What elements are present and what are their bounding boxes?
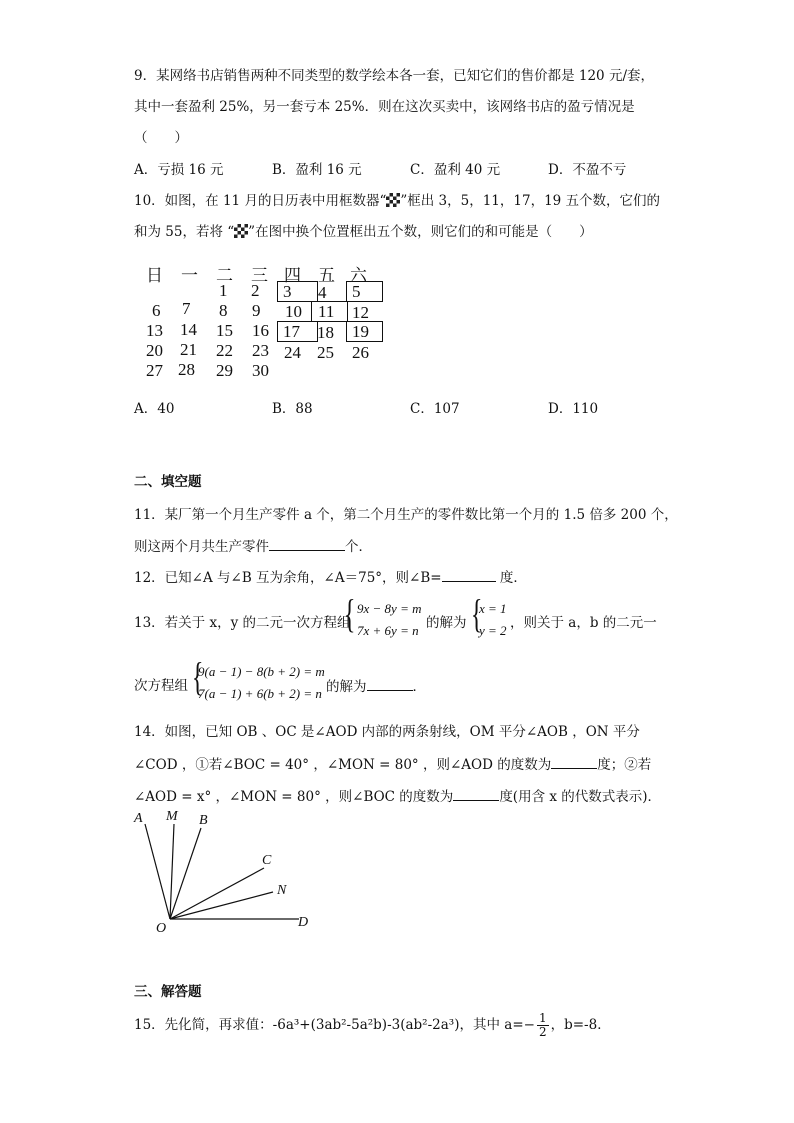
- calendar-day: 29: [216, 361, 233, 380]
- calendar-day: 2: [251, 281, 260, 300]
- calendar-header-tue: 二: [216, 266, 233, 285]
- q11-line2: [134, 536, 372, 557]
- q13-solution-y: y = 2: [479, 623, 507, 638]
- q12-line: [134, 567, 527, 588]
- calendar-day: 25: [317, 343, 334, 362]
- q10-option-c[interactable]: C．107: [410, 401, 460, 417]
- q15-text-end: ，b=-8．: [550, 1017, 611, 1033]
- calendar-header-sat: 六: [350, 266, 367, 285]
- calendar-day: 16: [252, 321, 269, 340]
- calendar-day: 30: [252, 361, 269, 380]
- calendar-header-sun: 日: [146, 266, 163, 285]
- label-d: D: [298, 915, 309, 930]
- q13-text-d: 次方程组: [134, 678, 188, 694]
- section-solve-title: 三、解答题: [134, 984, 202, 1000]
- calendar-day: 10: [285, 302, 302, 321]
- q13-answer-blank[interactable]: [367, 676, 413, 691]
- q14-line3-end: 度(用含 x 的代数式表示)．: [499, 789, 662, 805]
- q14-answer-blank-2[interactable]: [453, 786, 499, 801]
- q11-line2-start: 则这两个月共生产零件: [134, 539, 269, 555]
- q10-line2: [134, 222, 593, 242]
- ray-oc: [170, 868, 264, 919]
- q14-line3-start: ∠AOD = x° ，∠MON = 80° ，则∠BOC 的度数为: [134, 789, 454, 805]
- q13-system2-eq2: 7(a − 1) + 6(b + 2) = n: [198, 686, 322, 701]
- left-brace-icon: {: [470, 591, 483, 636]
- q14-line2-end: 度；②若: [597, 757, 652, 773]
- calendar-day: 6: [152, 301, 161, 320]
- q11-answer-blank[interactable]: [269, 536, 345, 551]
- q13-solution-line: [326, 676, 426, 697]
- q13-text-e: 的解为: [326, 679, 367, 695]
- q14-line1: 14．如图，已知 OB 、OC 是∠AOD 内部的两条射线，OM 平分∠AOB ，ON 平分: [134, 724, 640, 740]
- angle-figure: [128, 806, 328, 936]
- calendar-day-framed: 11: [311, 301, 348, 322]
- q11-line2-end: 个．: [345, 539, 372, 555]
- calendar-header-mon: 一: [181, 266, 198, 285]
- q15-line: [134, 1012, 611, 1039]
- november-calendar: [146, 261, 386, 381]
- fraction-numerator: 1: [538, 1011, 547, 1025]
- q14-line3: [134, 786, 661, 807]
- q10-option-d[interactable]: D．110: [548, 401, 599, 417]
- q15-fraction: [537, 1012, 549, 1039]
- calendar-day: 20: [146, 341, 163, 360]
- q12-text-end: 度．: [495, 570, 527, 586]
- calendar-day: 13: [146, 321, 163, 340]
- calendar-header-wed: 三: [251, 266, 268, 285]
- q9-line2: 其中一套盈利 25%，另一套亏本 25%．则在这次买卖中，该网络书店的盈亏情况是: [134, 99, 635, 115]
- calendar-day: 27: [146, 361, 163, 380]
- calendar-day: 18: [317, 323, 334, 342]
- calendar-day: 9: [252, 301, 261, 320]
- label-c: C: [262, 853, 272, 868]
- q9-option-c[interactable]: C．盈利 40 元: [410, 162, 501, 178]
- ray-on: [170, 892, 273, 919]
- calendar-day: 15: [216, 321, 233, 340]
- calendar-day: 28: [178, 360, 195, 379]
- calendar-day: 22: [216, 341, 233, 360]
- q10-line1: [134, 191, 660, 211]
- calendar-header-thu: 四: [284, 266, 301, 285]
- calendar-day-framed: 19: [346, 321, 383, 342]
- q10-option-a[interactable]: A．40: [134, 401, 175, 417]
- left-brace-icon: {: [191, 654, 204, 699]
- q10-line2-end: ”在图中换个位置框出五个数，则它们的和可能是（ ）: [248, 224, 593, 240]
- calendar-day-framed: 3: [277, 281, 318, 302]
- calendar-day: 21: [180, 340, 197, 359]
- calendar-day: 4: [318, 283, 327, 302]
- q13-text-b: 的解为: [426, 615, 467, 631]
- q13-solution-x: x = 1: [479, 601, 507, 616]
- calendar-day-framed: 5: [346, 281, 383, 302]
- label-o: O: [156, 921, 167, 936]
- q10-line1-start: 10．如图，在 11 月的日历表中用框数器“: [134, 193, 387, 209]
- q13-text-a: 13．若关于 x，y 的二元一次方程组: [134, 615, 351, 631]
- calendar-day: 8: [219, 301, 228, 320]
- q10-line2-start: 和为 55，若将 “: [134, 224, 235, 240]
- q10-line1-end: ”框出 3，5，11，17，19 五个数，它们的: [400, 193, 661, 209]
- frame-counter-icon: [386, 193, 400, 207]
- q14-line2: [134, 754, 651, 775]
- q14-answer-blank-1[interactable]: [551, 754, 597, 769]
- frame-counter-icon: [234, 224, 248, 238]
- q12-answer-blank[interactable]: [442, 567, 496, 582]
- label-n: N: [277, 883, 287, 898]
- q14-line2-start: ∠COD ，①若∠BOC = 40° ，∠MON = 80° ，则∠AOD 的度数为: [134, 757, 552, 773]
- ray-om: [170, 824, 174, 919]
- q12-text-start: 12．已知∠A 与∠B 互为余角，∠A＝75°，则∠B=: [134, 570, 442, 586]
- calendar-header-fri: 五: [318, 266, 335, 285]
- left-brace-icon: {: [343, 591, 356, 636]
- q9-option-d[interactable]: D．不盈不亏: [548, 162, 627, 178]
- label-b: B: [199, 813, 208, 828]
- calendar-day: 14: [180, 320, 197, 339]
- q9-option-b[interactable]: B．盈利 16 元: [272, 162, 362, 178]
- q13-system1-eq2: 7x + 6y = n: [357, 623, 419, 638]
- label-m: M: [166, 809, 178, 824]
- calendar-day: 26: [352, 343, 369, 362]
- q13-text-f: ．: [412, 679, 426, 695]
- calendar-day-framed: 17: [277, 321, 318, 342]
- label-a: A: [134, 811, 143, 826]
- calendar-day: 1: [219, 281, 228, 300]
- q11-line1: 11．某厂第一个月生产零件 a 个，第二个月生产的零件数比第一个月的 1.5 倍多 200 个，: [134, 507, 678, 523]
- q9-option-a[interactable]: A．亏损 16 元: [134, 162, 224, 178]
- q9-line1: 9．某网络书店销售两种不同类型的数学绘本各一套，已知它们的售价都是 120 元/套，: [134, 68, 654, 84]
- q13-text-c: ，则关于 a，b 的二元一: [510, 615, 657, 631]
- q9-answer-paren: （ ）: [134, 130, 188, 146]
- calendar-day: 7: [182, 299, 191, 318]
- calendar-day: 12: [352, 303, 369, 322]
- q15-text-start: 15．先化简，再求值：-6a³+(3ab²-5a²b)-3(ab²-2a³)，其中 a=−: [134, 1017, 535, 1033]
- calendar-day: 24: [284, 343, 301, 362]
- q13-system2-eq1: 9(a − 1) − 8(b + 2) = m: [198, 664, 325, 679]
- q13-system1-eq1: 9x − 8y = m: [357, 601, 422, 616]
- q10-option-b[interactable]: B．88: [272, 401, 313, 417]
- section-fill-in-title: 二、填空题: [134, 474, 202, 490]
- ray-oa: [145, 824, 170, 919]
- calendar-day: 23: [252, 341, 269, 360]
- fraction-denominator: 2: [538, 1025, 547, 1039]
